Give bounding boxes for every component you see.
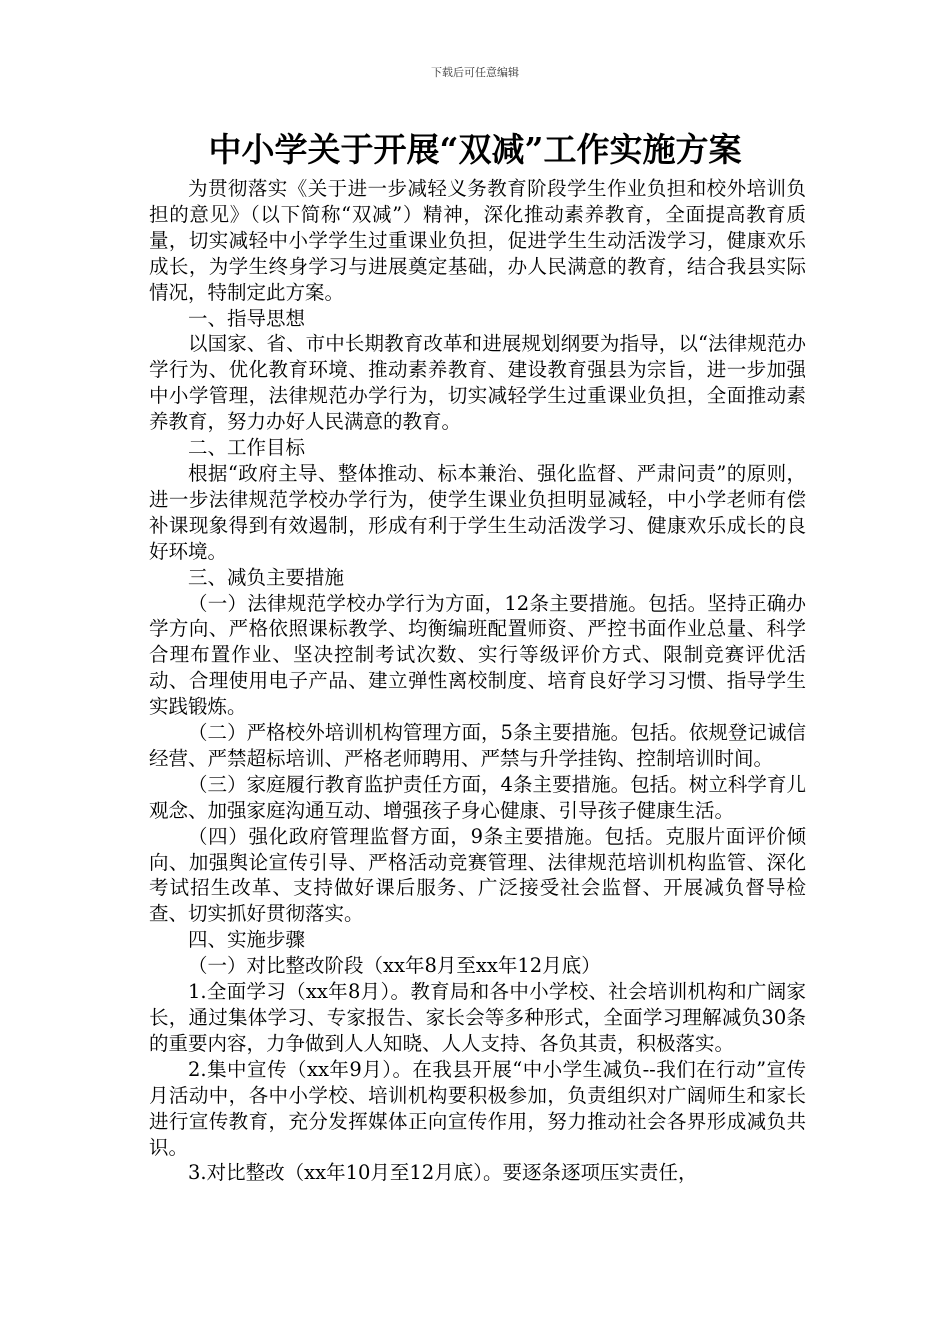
paragraph-measure-school: （一）法律规范学校办学行为方面，12条主要措施。包括。坚持正确办学方向、严格依照课标教学、均衡编班配置师资、严控书面作业总量、科学合理布置作业、坚决控制考试次数、实行等级评价方式、限制竞赛评优活动、合理使用电子产品、建立弹性离校制度、培育良好学习习惯、指导学生实践锻炼。 bbox=[149, 591, 806, 719]
paragraph-step-publicity: 2.集中宣传（xx年9月）。在我县开展“中小学生减负--我们在行动”宣传月活动中，各中小学校、培训机构要积极参加，负责组织对广阔师生和家长进行宣传教育，充分发挥媒体正向宣传作用，努力推动社会各界形成减负共识。 bbox=[149, 1057, 806, 1159]
subheading-rectification-phase: （一）对比整改阶段（xx年8月至xx年12月底） bbox=[188, 954, 601, 978]
document-title: 中小学关于开展“双减”工作实施方案 bbox=[208, 130, 742, 169]
section-heading-implementation-steps: 四、实施步骤 bbox=[188, 928, 306, 952]
section-heading-main-measures: 三、减负主要措施 bbox=[188, 565, 345, 589]
section-heading-work-goals: 二、工作目标 bbox=[188, 436, 306, 460]
section-heading-guiding-ideology: 一、指导思想 bbox=[188, 306, 306, 330]
header-note: 下载后可任意编辑 bbox=[431, 66, 519, 79]
paragraph-measure-government: （四）强化政府管理监督方面，9条主要措施。包括。克服片面评价倾向、加强舆论宣传引导、严格活动竞赛管理、法律规范培训机构监管、深化考试招生改革、支持做好课后服务、广泛接受社会监督、开展减负督导检查、切实抓好贯彻落实。 bbox=[149, 824, 806, 926]
paragraph-measure-family: （三）家庭履行教育监护责任方面，4条主要措施。包括。树立科学育儿观念、加强家庭沟通互动、增强孩子身心健康、引导孩子健康生活。 bbox=[149, 772, 806, 822]
paragraph-measure-training: （二）严格校外培训机构管理方面，5条主要措施。包括。依规登记诚信经营、严禁超标培训、严格老师聘用、严禁与升学挂钩、控制培训时间。 bbox=[149, 721, 806, 770]
paragraph-step-study: 1.全面学习（xx年8月）。教育局和各中小学校、社会培训机构和广阔家长，通过集体学习、专家报告、家长会等多种形式，全面学习理解减负30条的重要内容，力争做到人人知晓、人人支持、各负其责，积极落实。 bbox=[149, 980, 806, 1055]
paragraph-intro: 为贯彻落实《关于进一步减轻义务教育阶段学生作业负担和校外培训负担的意见》（以下简称“双减”）精神，深化推动素养教育，全面提高教育质量，切实减轻中小学学生过重课业负担，促进学生生动活泼学习，健康欢乐成长，为学生终身学习与进展奠定基础，办人民满意的教育，结合我县实际情况，特制定此方案。 bbox=[149, 177, 806, 304]
paragraph-work-goals: 根据“政府主导、整体推动、标本兼治、强化监督、严肃问责”的原则，进一步法律规范学校办学行为，使学生课业负担明显减轻，中小学老师有偿补课现象得到有效遏制，形成有利于学生生动活泼学习、健康欢乐成长的良好环境。 bbox=[149, 461, 806, 563]
paragraph-step-rectify: 3.对比整改（xx年10月至12月底）。要逐条逐项压实责任， bbox=[188, 1161, 698, 1185]
paragraph-guiding-ideology: 以国家、省、市中长期教育改革和进展规划纲要为指导，以“法律规范办学行为、优化教育环境、推动素养教育、建设教育强县为宗旨，进一步加强中小学管理，法律规范办学行为，切实减轻学生过重课业负担，全面推动素养教育，努力办好人民满意的教育。 bbox=[149, 332, 806, 434]
document-body bbox=[149, 176, 806, 1186]
